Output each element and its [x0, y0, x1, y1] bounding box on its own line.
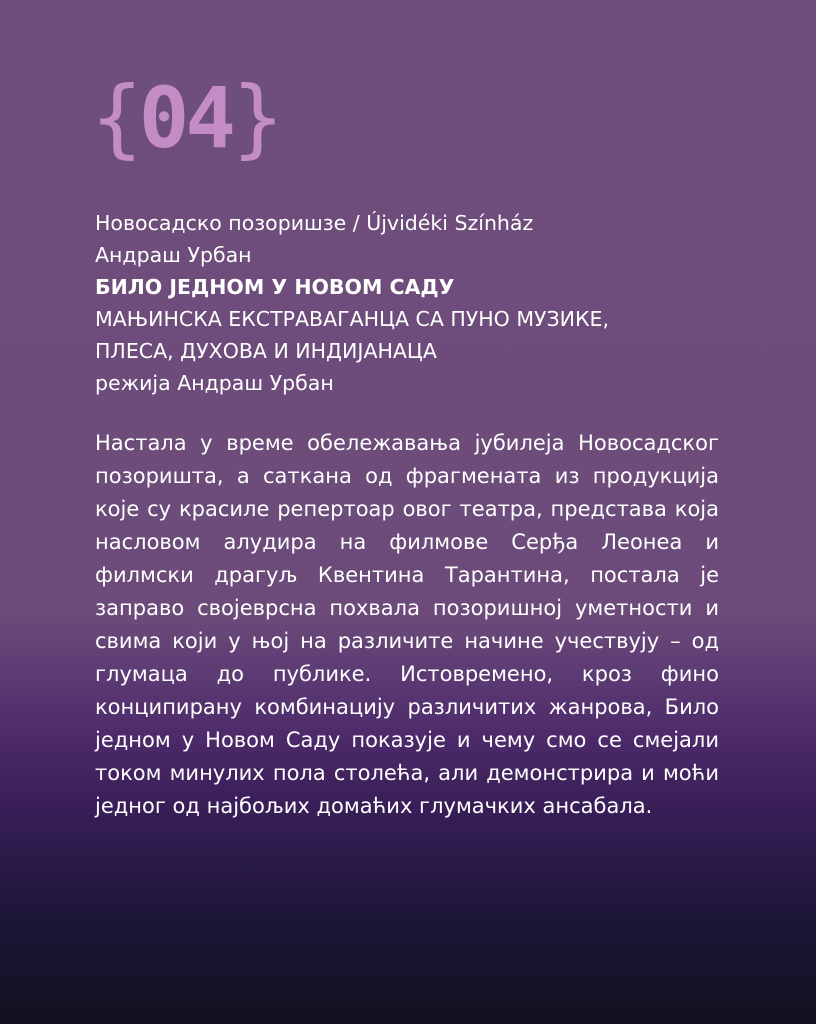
director-credit: режија Андраш Урбан [95, 371, 334, 395]
play-subtitle-line-2: ПЛЕСА, ДУХОВА И ИНДИЈАНАЦА [95, 339, 437, 363]
play-title: БИЛО ЈЕДНОМ У НОВОМ САДУ [95, 275, 455, 299]
credits-block [95, 207, 719, 399]
theatre-name: Новосадско позоришзе / Újvidéki Színház [95, 211, 534, 235]
section-number [91, 62, 719, 174]
open-brace: { [91, 68, 139, 168]
play-description: Настала у време обележавања јубилеја Новосадског позоришта, а саткана од фрагмената из продукција које су красиле репертоар овог театра, представа која насловом алудира на филмове Серђа Леонеа и филмски драгуљ Квентина Тарантина, постала је заправо својеврсна похвала позоришној уметности и свима који у њој на различите начине учествују – од глумаца до публике. Истовремено, кроз фино конципирану комбинацију различитих жанрова, Било једном у Новом Саду показује и чему смо се смејали током минулих пола столећа, али демонстрира и моћи једног од најбољих домаћих глумачких ансабала. [95, 431, 719, 818]
author-name: Андраш Урбан [95, 243, 252, 267]
program-page [91, 62, 719, 844]
close-brace: } [231, 68, 280, 168]
play-subtitle-line-1: МАЊИНСКА ЕКСТРАВАГАНЦА СА ПУНО МУЗИКЕ, [95, 307, 610, 331]
section-number-digits: 04 [138, 69, 232, 167]
